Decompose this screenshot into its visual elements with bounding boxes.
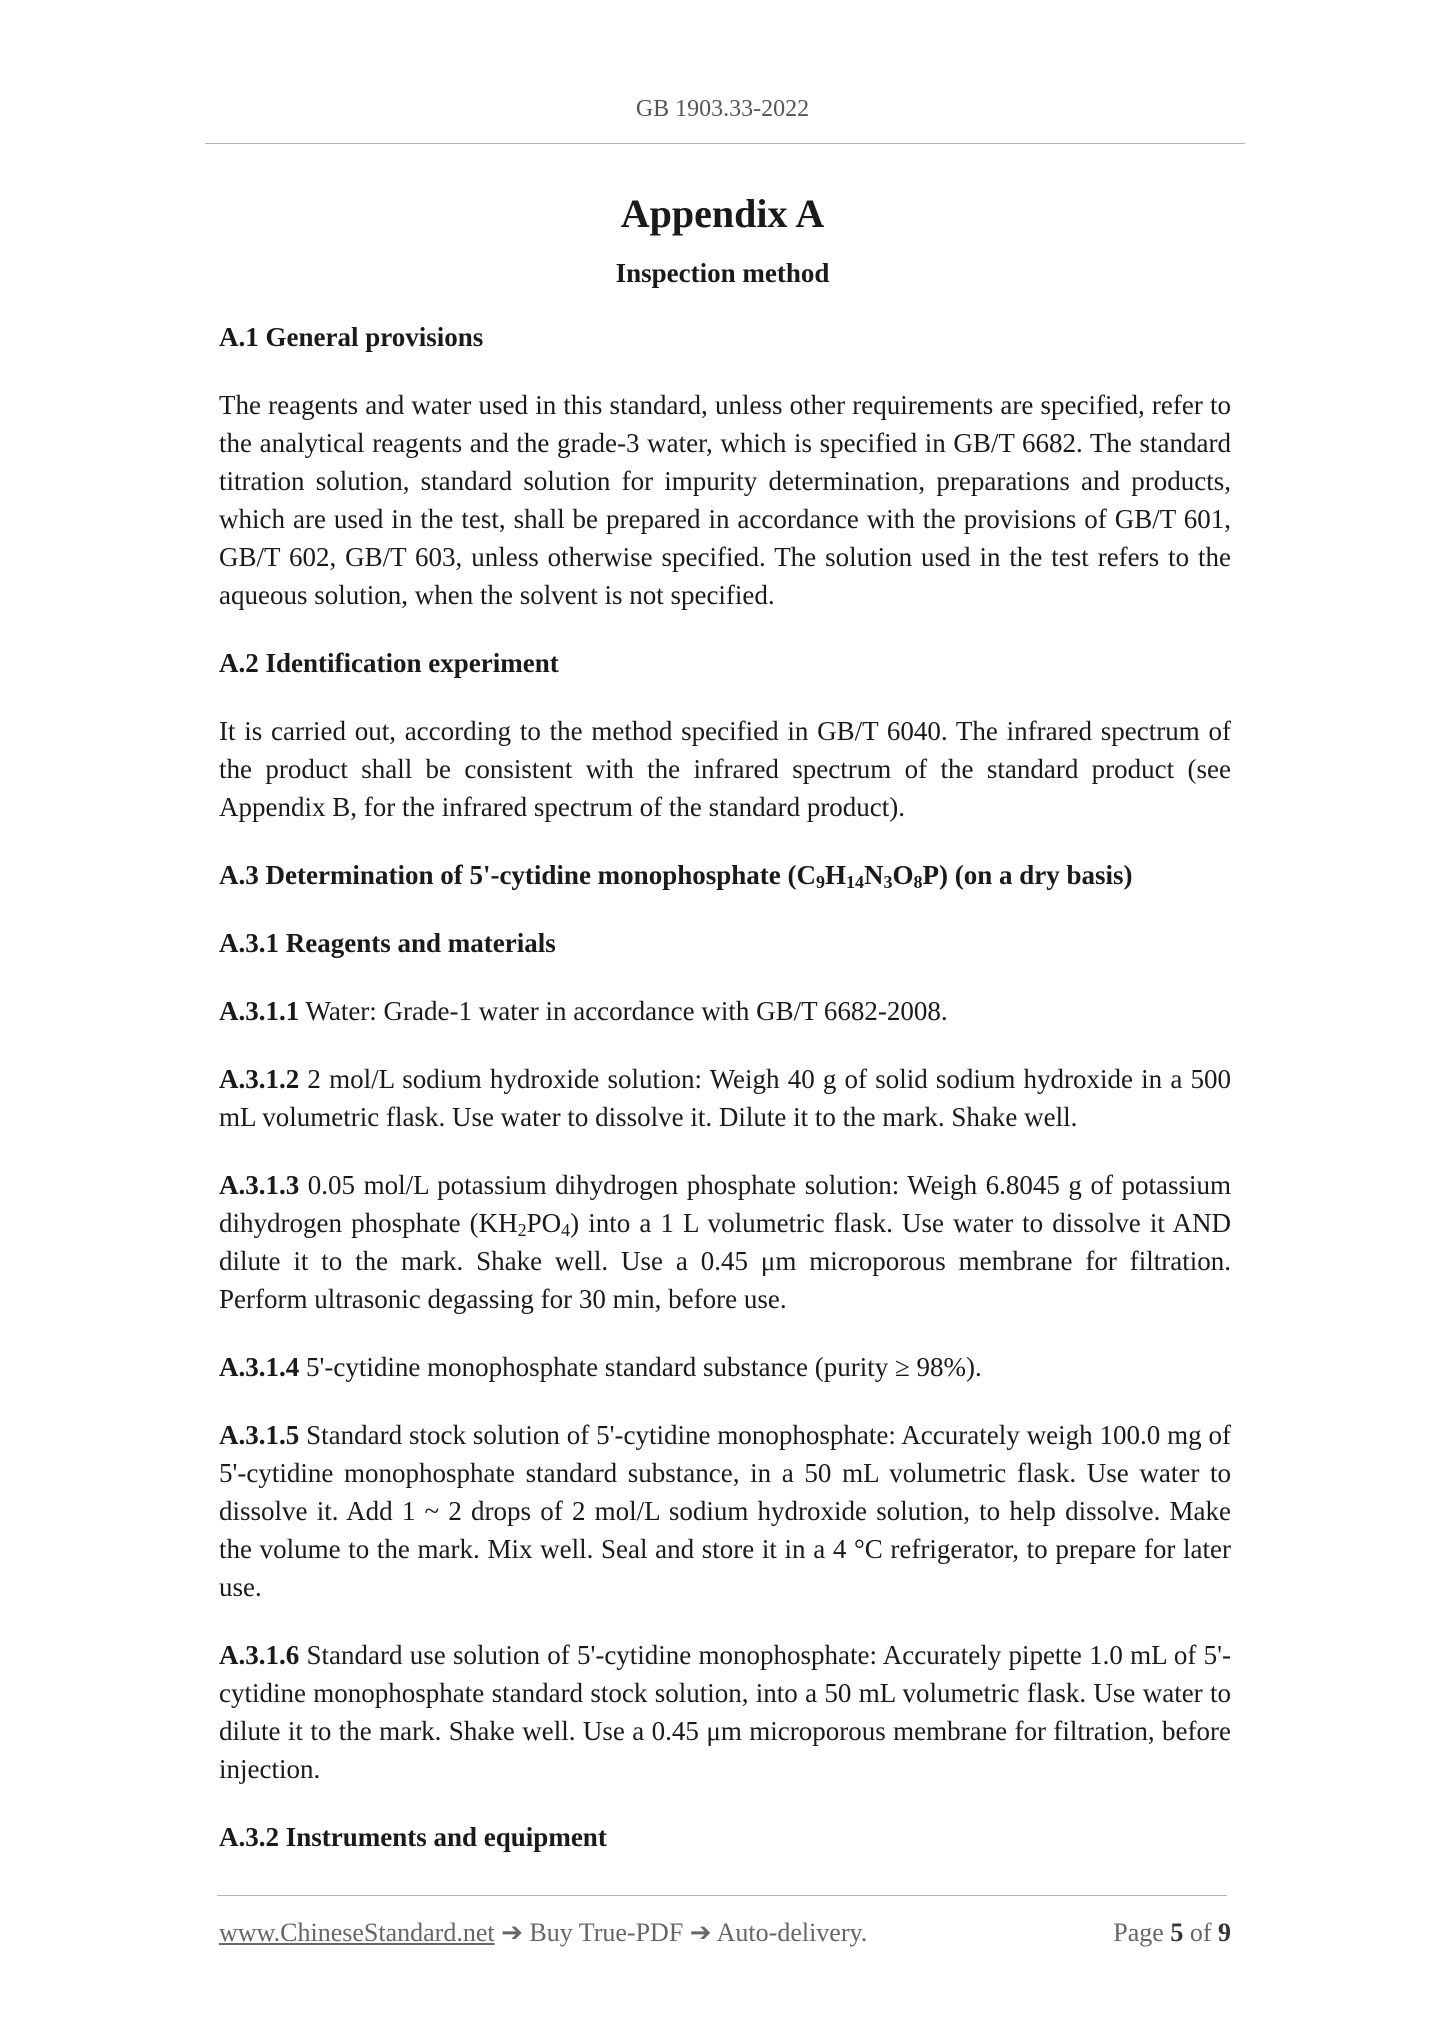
running-header: GB 1903.33-2022 [635, 96, 810, 122]
section-a2-title: A.2 Identification experiment [219, 648, 559, 678]
footer-promo [219, 1918, 867, 1948]
current-page: 5 [1170, 1918, 1184, 1947]
clause-a316: A.3.1.6 Standard use solution of 5'-cytidine monophosphate: Accurately pipette 1.0 mL of 5'-cytidine monophosphate standard stock solution, into a 50 mL volumetric flask. Use water to dilute it to the mark. Shake well. Use a 0.45 μm microporous membrane for filtration, before injection. [219, 1640, 1231, 1784]
appendix-subtitle: Inspection method [615, 258, 830, 288]
section-a31-title: A.3.1 Reagents and materials [219, 928, 556, 958]
total-pages: 9 [1218, 1918, 1231, 1947]
clause-a314: A.3.1.4 5'-cytidine monophosphate standard substance (purity ≥ 98%). [219, 1352, 982, 1382]
clause-a315: A.3.1.5 Standard stock solution of 5'-cytidine monophosphate: Accurately weigh 100.0 mg of 5'-cytidine monophosphate standard substance, in a 50 mL volumetric flask. Use water to dissolve it. Add 1 ~ 2 drops of 2 mol/L sodium hydroxide solution, to help dissolve. Make the volume to the mark. Mix well. Seal and store it in a 4 °C refrigerator, to prepare for later use. [219, 1420, 1231, 1602]
arrow-right-icon: ➔ [494, 1918, 530, 1947]
header-rule [205, 143, 1245, 144]
buy-pdf-text: Buy True-PDF [529, 1918, 684, 1947]
appendix-title: Appendix A [620, 191, 825, 236]
section-a1-body: The reagents and water used in this standard, unless other requirements are specified, refer to the analytical reagents and the grade-3 water, which is specified in GB/T 6682. The standard titration solution, standard solution for impurity determination, preparations and products, which are used in the test, shall be prepared in accordance with the provisions of GB/T 601, GB/T 602, GB/T 603, unless otherwise specified. The solution used in the test refers to the aqueous solution, when the solvent is not specified. [219, 390, 1231, 610]
section-a3-title: A.3 Determination of 5'-cytidine monophosphate $(C_9H_{14}N_3O_8P)$ (on a dry basis) [219, 860, 1133, 892]
footer-rule [217, 1895, 1227, 1896]
clause-a311: A.3.1.1 Water: Grade-1 water in accordance with GB/T 6682-2008. [219, 996, 948, 1026]
section-a32-title: A.3.2 Instruments and equipment [219, 1822, 607, 1852]
clause-a313: A.3.1.3 0.05 mol/L potassium dihydrogen phosphate solution: Weigh 6.8045 g of potassium dihydrogen phosphate $(KH_2PO_4)$ into a 1 L volumetric flask. Use water to dissolve it AND dilute it to the mark. Shake well. Use a 0.45 μm microporous membrane for filtration. Perform ultrasonic degassing for 30 min, before use. [219, 1170, 1231, 1314]
document-body [219, 318, 1231, 1886]
arrow-right-icon: ➔ [683, 1918, 717, 1947]
page-number: Page 5 of 9 [1113, 1918, 1231, 1947]
section-a2-body: It is carried out, according to the method specified in GB/T 6040. The infrared spectrum of the product shall be consistent with the infrared spectrum of the standard product (see Appendix B, for the infrared spectrum of the standard product). [219, 716, 1231, 822]
delivery-text: Auto-delivery. [716, 1918, 868, 1947]
site-link[interactable]: www.ChineseStandard.net [219, 1918, 495, 1947]
section-a1-title: A.1 General provisions [219, 322, 484, 352]
clause-a312: A.3.1.2 2 mol/L sodium hydroxide solution: Weigh 40 g of solid sodium hydroxide in a 500 mL volumetric flask. Use water to dissolve it. Dilute it to the mark. Shake well. [219, 1064, 1231, 1132]
